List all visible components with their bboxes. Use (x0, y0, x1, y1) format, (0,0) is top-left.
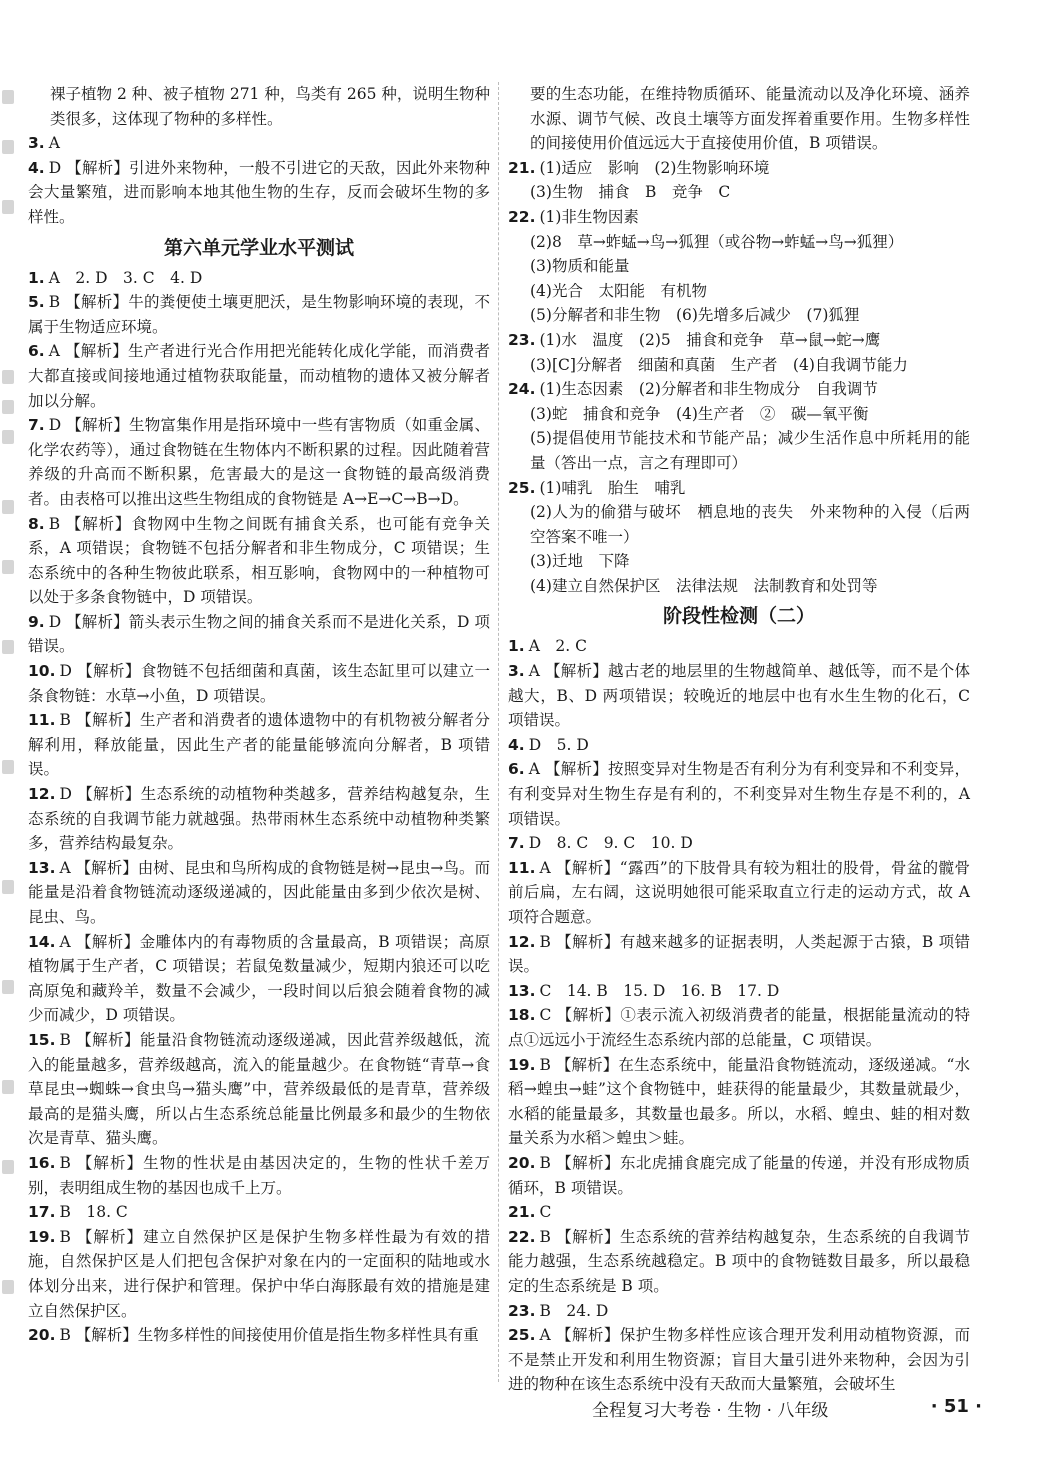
question-number: 9. (28, 612, 45, 631)
question-number: 24. (508, 380, 536, 399)
question-number: 8. (28, 514, 45, 533)
answer-item (508, 1200, 970, 1225)
question-number: 19. (508, 1055, 536, 1074)
question-number: 23. (508, 1301, 536, 1320)
answer-item (28, 512, 490, 610)
answer-item (28, 856, 490, 930)
page-footer (592, 1396, 1002, 1420)
answer-item (28, 1200, 490, 1225)
answer-item (28, 659, 490, 708)
answer-item (508, 328, 970, 353)
binding-margin (0, 80, 18, 1400)
answer-item (508, 205, 970, 230)
answer-item (508, 180, 970, 205)
answer-item (508, 500, 970, 549)
question-number: 4. (28, 158, 45, 177)
answer-text: A 【解析】“露西”的下肢骨具有较为粗壮的股骨，骨盆的髋骨前后扁，左右阔，这说明她很可能采取直立行走的运动方式，故 A 项符合题意。 (508, 858, 970, 926)
question-number: 7. (28, 416, 45, 435)
question-number: 18. (508, 1006, 536, 1025)
answer-item (28, 1028, 490, 1151)
question-number: 12. (508, 932, 536, 951)
answer-text: B 24. D (539, 1301, 609, 1320)
answer-item (508, 733, 970, 758)
answer-item (508, 230, 970, 255)
answer-text: B 【解析】生产者和消费者的遗体遗物中的有机物被分解者分解利用，释放能量，因此生产者的能量能够流向分解者，B 项错误。 (28, 711, 490, 779)
answer-text: D 【解析】引进外来物种，一般不引进它的天敌，因此外来物种会大量繁殖，进而影响本地其他生物的生存，反而会破坏生物的多样性。 (28, 158, 490, 226)
answer-item (508, 82, 970, 156)
answer-text: C (539, 1203, 552, 1222)
question-number: 17. (28, 1203, 56, 1222)
answer-text: A 【解析】由树、昆虫和鸟所构成的食物链是树→昆虫→鸟。而能量是沿着食物链流动逐级递减的，因此能量由多到少依次是树、昆虫、鸟。 (28, 858, 490, 926)
question-number: 21. (508, 1203, 536, 1222)
question-number: 1. (508, 637, 525, 656)
answer-item (28, 1151, 490, 1200)
answer-text: C 【解析】①表示流入初级消费者的能量，根据能量流动的特点①远远小于流经生态系统内部的总能量，C 项错误。 (508, 1006, 970, 1049)
answer-item (508, 1299, 970, 1324)
answer-item (28, 266, 490, 291)
answer-text: D 【解析】箭头表示生物之间的捕食关系而不是进化关系，D 项错误。 (28, 612, 490, 656)
answer-text: (5)提倡使用节能技术和节能产品；减少生活作息中所耗用的能量（答出一点，言之有理即可） (530, 429, 970, 472)
answer-text: B 【解析】生物多样性的间接使用价值是指生物多样性具有重 (59, 1326, 479, 1345)
question-number: 23. (508, 330, 536, 349)
answer-text: A 【解析】金雕体内的有毒物质的含量最高，B 项错误；高原植物属于生产者，C 项错误；若鼠兔数量减少，短期内狼还可以吃高原兔和藏羚羊，数量不会减少，一段时间以后狼会随着食物的减少而减少，D 项错误。 (28, 932, 490, 1025)
answer-item (508, 659, 970, 733)
answer-item (508, 634, 970, 659)
answer-text: (4)光合 太阳能 有机物 (530, 281, 707, 300)
page-number: · 51 · (930, 1396, 982, 1417)
question-number: 13. (28, 858, 56, 877)
answer-text: (1)适应 影响 (2)生物影响环境 (539, 158, 770, 177)
right-column (508, 82, 970, 1397)
answer-text: B 【解析】生态系统的营养结构越复杂，生态系统的自我调节能力越强，生态系统越稳定。B 项中的食物链数目最多，所以最稳定的生态系统是 B 项。 (508, 1227, 970, 1295)
answer-item (508, 254, 970, 279)
answer-text: (1)非生物因素 (539, 207, 639, 226)
answer-text: (3)迁地 下降 (530, 552, 630, 571)
answer-text: B 【解析】在生态系统中，能量沿食物链流动，逐级递减。“水稻→蝗虫→蛙”这个食物链中，蛙获得的能量最少，其数量就最少，水稻的能量最多，其数量也最多。所以，水稻、蝗虫、蛙的相对数量关系为水稻＞蝗虫＞蛙。 (508, 1055, 970, 1148)
answer-text: D 【解析】生态系统的动植物种类越多，营养结构越复杂，生态系统的自我调节能力就越强。热带雨林生态系统中动植物种类繁多，营养结构最复杂。 (28, 785, 490, 853)
question-number: 22. (508, 1227, 536, 1246)
section-title-unit6: 第六单元学业水平测试 (163, 236, 354, 259)
answer-text: (4)建立自然保护区 法律法规 法制教育和处罚等 (530, 576, 878, 595)
answer-item (508, 1225, 970, 1299)
answer-item (508, 1003, 970, 1052)
answer-text: (1)水 温度 (2)5 捕食和竞争 草→鼠→蛇→鹰 (539, 330, 881, 349)
answer-text: (3)蛇 捕食和竞争 (4)生产者 ② 碳—氧平衡 (530, 404, 869, 423)
answer-text: B 【解析】东北虎捕食鹿完成了能量的传递，并没有形成物质循环，B 项错误。 (508, 1153, 970, 1197)
answer-item (508, 930, 970, 979)
left-column (28, 82, 490, 1348)
answer-item (28, 82, 490, 131)
answer-text: A 【解析】生产者进行光合作用把光能转化成化学能，而消费者大都直接或间接地通过植物获取能量，而动植物的遗体又被分解者加以分解。 (28, 342, 490, 410)
answer-text: (1)生态因素 (2)分解者和非生物成分 自我调节 (539, 380, 878, 399)
answer-text: D 【解析】生物富集作用是指环境中一些有害物质（如重金属、化学农药等），通过食物链在生物体内不断积累的过程。因此随着营养级的升高而不断积累，危害最大的是这一食物链的最高级消费者。由表格可以推出这些生物组成的食物链是 A→E→C→B→D。 (28, 416, 490, 508)
answer-item (508, 402, 970, 427)
answer-text: (1)哺乳 胎生 哺乳 (539, 478, 686, 497)
answer-text: B 【解析】生物的性状是由基因决定的，生物的性状千差万别，表明组成生物的基因也成千上万。 (28, 1153, 490, 1197)
answer-text: 裸子植物 2 种、被子植物 271 种，鸟类有 265 种，说明生物种类很多，这体现了物种的多样性。 (50, 85, 490, 128)
answer-item (508, 549, 970, 574)
question-number: 5. (28, 293, 45, 312)
question-number: 10. (28, 662, 56, 681)
answer-item (508, 1151, 970, 1200)
answer-item (28, 1225, 490, 1323)
section-title-stage-test: 阶段性检测（二） (662, 605, 815, 628)
answer-item (508, 377, 970, 402)
answer-item (508, 856, 970, 930)
question-number: 3. (508, 662, 525, 681)
question-number: 21. (508, 158, 536, 177)
answer-text: D 5. D (528, 735, 589, 754)
question-number: 11. (28, 711, 56, 730)
answer-text: 要的生态功能，在维持物质循环、能量流动以及净化环境、涵养水源、调节气候、改良土壤等方面发挥着重要作用。生物多样性的间接使用价值远远大于直接使用价值，B 项错误。 (530, 85, 970, 153)
question-number: 13. (508, 981, 536, 1000)
answer-item (508, 156, 970, 181)
answer-text: C 14. B 15. D 16. B 17. D (539, 981, 780, 1000)
answer-text: B 18. C (59, 1203, 128, 1222)
question-number: 20. (508, 1153, 536, 1172)
answer-item (508, 279, 970, 304)
answer-item (508, 353, 970, 378)
question-number: 7. (508, 834, 525, 853)
answer-item (28, 339, 490, 413)
answer-text: B 【解析】食物网中生物之间既有捕食关系，也可能有竞争关系，A 项错误；食物链不包括分解者和非生物成分，C 项错误；生态系统中的各种生物彼此联系，相互影响，食物网中的一种植物可以处于多条食物链中，D 项错误。 (28, 514, 490, 607)
answer-text: D 【解析】食物链不包括细菌和真菌，该生态缸里可以建立一条食物链：水草→小鱼，D 项错误。 (28, 662, 490, 705)
answer-item (508, 574, 970, 599)
answer-item (28, 131, 490, 156)
answer-item (28, 290, 490, 339)
answer-item (28, 708, 490, 782)
answer-text: (2)人为的偷猎与破坏 栖息地的丧失 外来物种的入侵（后两空答案不唯一） (530, 503, 970, 546)
answer-text: (3)生物 捕食 B 竞争 C (530, 183, 731, 202)
question-number: 20. (28, 1326, 56, 1345)
question-number: 22. (508, 207, 536, 226)
question-number: 16. (28, 1153, 56, 1172)
answer-item (508, 979, 970, 1004)
answer-text: (3)物质和能量 (530, 257, 630, 276)
answer-text: B 【解析】牛的粪便使土壤更肥沃，是生物影响环境的表现，不属于生物适应环境。 (28, 293, 490, 336)
answer-text: A 【解析】按照变异对生物是否有利分为有利变异和不利变异，有利变异对生物生存是有利的，不利变异对生物生存是不利的，A 项错误。 (508, 760, 970, 828)
question-number: 4. (508, 735, 525, 754)
answer-text: A 【解析】保护生物多样性应该合理开发利用动植物资源，而不是禁止开发和利用生物资源；盲目大量引进外来物种，会因为引进的物种在该生态系统中没有天敌而大量繁殖，会破坏生 (508, 1326, 970, 1394)
answer-text: B 【解析】建立自然保护区是保护生物多样性最为有效的措施，自然保护区是人们把包含保护对象在内的一定面积的陆地或水体划分出来，进行保护和管理。保护中华白海豚最有效的措施是建立自然保护区。 (28, 1227, 490, 1320)
answer-item (508, 1323, 970, 1397)
answer-item (508, 476, 970, 501)
question-number: 1. (28, 268, 45, 287)
question-number: 25. (508, 478, 536, 497)
answer-item (508, 831, 970, 856)
answer-item (508, 303, 970, 328)
answer-text: A 【解析】越古老的地层里的生物越简单、越低等，而不是个体越大，B、D 两项错误；较晚近的地层中也有水生生物的化石，C 项错误。 (508, 662, 970, 730)
question-number: 3. (28, 134, 45, 153)
answer-item (28, 930, 490, 1028)
question-number: 19. (28, 1227, 56, 1246)
question-number: 6. (508, 760, 525, 779)
question-number: 15. (28, 1030, 56, 1049)
answer-item (508, 1053, 970, 1151)
answer-text: B 【解析】能量沿食物链流动逐级递减，因此营养级越低，流入的能量越多，营养级越高，流入的能量越少。在食物链“青草→食草昆虫→蜘蛛→食虫鸟→猫头鹰”中，营养级最低的是青草，营养级最高的是猫头鹰，所以占生态系统总能量比例最多和最少的生物依次是青草、猫头鹰。 (28, 1030, 490, 1148)
answer-text: B 【解析】有越来越多的证据表明，人类起源于古猿，B 项错误。 (508, 932, 970, 976)
answer-item (508, 426, 970, 475)
answer-text: A (48, 134, 60, 153)
answer-text: D 8. C 9. C 10. D (528, 834, 693, 853)
answer-text: (2)8 草→蚱蜢→鸟→狐狸（或谷物→蚱蜢→鸟→狐狸） (530, 232, 904, 251)
answer-item (28, 156, 490, 230)
question-number: 25. (508, 1326, 536, 1345)
answer-item (28, 413, 490, 511)
question-number: 6. (28, 342, 45, 361)
question-number: 11. (508, 858, 536, 877)
question-number: 14. (28, 932, 56, 951)
answer-text: (5)分解者和非生物 (6)先增多后减少 (7)狐狸 (530, 306, 860, 325)
answer-item (508, 757, 970, 831)
question-number: 12. (28, 785, 56, 804)
answer-text: A 2. C (528, 637, 587, 656)
answer-text: A 2. D 3. C 4. D (48, 268, 203, 287)
column-divider (498, 82, 500, 1382)
answer-text: (3)[C]分解者 细菌和真菌 生产者 (4)自我调节能力 (530, 355, 908, 374)
book-title: 全程复习大考卷 · 生物 · 八年级 (592, 1401, 829, 1421)
answer-item (28, 782, 490, 856)
answer-item (28, 610, 490, 659)
answer-item (28, 1323, 490, 1348)
